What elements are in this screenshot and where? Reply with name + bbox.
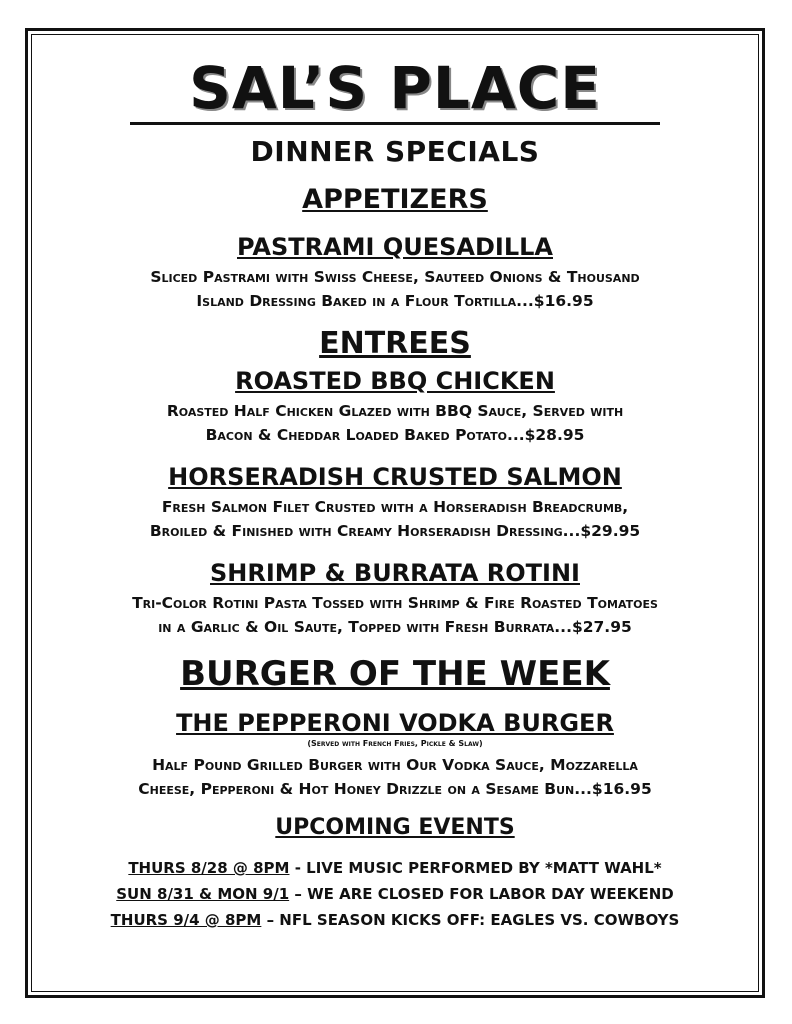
event-desc: – WE ARE CLOSED FOR LABOR DAY WEEKEND	[289, 885, 674, 903]
event-date: THURS 9/4 @ 8PM	[110, 911, 262, 929]
event-date: THURS 8/28 @ 8PM	[128, 859, 290, 877]
dish-description	[31, 753, 759, 801]
dish-name: THE PEPPERONI VODKA BURGER	[176, 709, 614, 737]
desc-line: Fresh Salmon Filet Crusted with a Horseradish Breadcrumb,	[161, 498, 629, 516]
title-underline	[130, 122, 660, 125]
event-item	[31, 881, 759, 907]
menu-subtitle: DINNER SPECIALS	[250, 135, 540, 168]
desc-line: Island Dressing Baked in a Flour Tortilla...$16.95	[196, 292, 594, 310]
section-appetizers: APPETIZERS	[302, 184, 488, 215]
desc-line: in a Garlic & Oil Saute, Topped with Fresh Burrata...$27.95	[158, 618, 632, 636]
menu-content	[31, 34, 759, 933]
dish-description	[31, 495, 759, 543]
event-date: SUN 8/31 & MON 9/1	[116, 885, 290, 903]
desc-line: Cheese, Pepperoni & Hot Honey Drizzle on a Sesame Bun...$16.95	[138, 780, 652, 798]
section-burger: BURGER OF THE WEEK	[180, 654, 610, 694]
event-item	[31, 855, 759, 881]
dish-name: ROASTED BBQ CHICKEN	[235, 367, 555, 395]
desc-line: Bacon & Cheddar Loaded Baked Potato...$28.95	[205, 426, 585, 444]
dish-description	[31, 591, 759, 639]
desc-line: Sliced Pastrami with Swiss Cheese, Sauteed Onions & Thousand	[150, 268, 640, 286]
restaurant-title: SAL’S PLACE	[189, 54, 601, 122]
desc-line: Roasted Half Chicken Glazed with BBQ Sauce, Served with	[166, 402, 624, 420]
dish-description	[31, 399, 759, 447]
dish-description	[31, 265, 759, 313]
desc-line: Broiled & Finished with Creamy Horseradish Dressing...$29.95	[149, 522, 641, 540]
section-entrees: ENTREES	[319, 326, 471, 361]
event-desc: – NFL SEASON KICKS OFF: EAGLES VS. COWBOYS	[261, 911, 680, 929]
dish-note: (Served with French Fries, Pickle & Slaw)	[307, 739, 483, 748]
events-list	[31, 855, 759, 933]
event-desc: - LIVE MUSIC PERFORMED BY *MATT WAHL*	[289, 859, 662, 877]
section-events: UPCOMING EVENTS	[275, 815, 515, 840]
desc-line: Half Pound Grilled Burger with Our Vodka Sauce, Mozzarella	[152, 756, 638, 774]
desc-line: Tri-Color Rotini Pasta Tossed with Shrimp & Fire Roasted Tomatoes	[132, 594, 658, 612]
dish-name: PASTRAMI QUESADILLA	[237, 233, 553, 261]
dish-name: SHRIMP & BURRATA ROTINI	[210, 559, 580, 587]
event-item	[31, 907, 759, 933]
dish-name: HORSERADISH CRUSTED SALMON	[168, 463, 622, 491]
